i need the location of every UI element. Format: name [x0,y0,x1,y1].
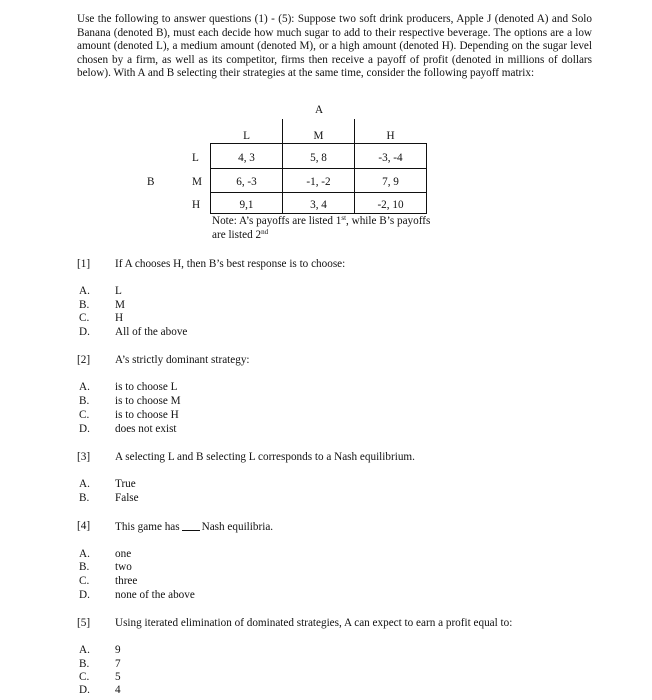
option-text: M [115,299,125,311]
option-letter: A. [79,285,90,297]
option-letter: D. [79,423,90,435]
option-letter: C. [79,671,90,683]
row-header-h: H [192,199,201,211]
row-player-label: B [147,176,155,188]
answer-blank [182,520,200,531]
col-header-m: M [313,130,324,142]
header-divider-2 [354,119,355,143]
payoff-cell-m-h: 7, 9 [382,176,399,188]
question-text: Using iterated elimination of dominated strategies, A can expect to earn a profit equal to: [115,617,513,629]
question-number: [5] [77,617,91,629]
col-header-h: H [386,130,395,142]
row-header-l: L [192,152,199,164]
option-text: none of the above [115,589,195,601]
option-letter: A. [79,548,90,560]
option-text: 4 [115,684,121,696]
header-divider-1 [282,119,283,143]
payoff-cell-l-h: -3, -4 [378,152,403,164]
row-header-m: M [192,176,202,188]
matrix-note-line-1: Note: A’s payoffs are listed 1st, while B’s payoffs [212,214,431,227]
col-header-l: L [243,130,250,142]
payoff-cell-l-l: 4, 3 [238,152,255,164]
option-letter: B. [79,658,90,670]
option-letter: D. [79,326,90,338]
intro-paragraph: Use the following to answer questions (1) - (5): Suppose two soft drink producers, Apple J (denoted A) and Solo Banana (denoted B), must each decide how much sugar to add to their respective beverage. The options are a low amount (denoted L), a medium amount (denoted M), or a high amount (denoted H). Depending on the sugar level chosen by a firm, as well as its competitor, firms then receive a payoff of profit (denoted in millions of dollars below). With A and B selecting their strategies at the same time, consider the following payoff matrix: [77,13,592,80]
payoff-cell-h-m: 3, 4 [310,199,327,211]
question-number: [3] [77,451,91,463]
payoff-cell-m-l: 6, -3 [236,176,257,188]
option-letter: A. [79,644,90,656]
payoff-cell-h-l: 9,1 [239,199,254,211]
option-text: True [115,478,136,490]
grid-line [210,213,426,214]
option-letter: B. [79,395,90,407]
grid-line [210,143,426,144]
option-letter: A. [79,381,90,393]
option-letter: A. [79,478,90,490]
option-text: 7 [115,658,121,670]
option-letter: B. [79,492,90,504]
option-letter: B. [79,299,90,311]
option-letter: D. [79,589,90,601]
question-number: [4] [77,520,91,532]
option-text: two [115,561,132,573]
option-text: L [115,285,122,297]
option-letter: C. [79,575,90,587]
option-text: three [115,575,138,587]
option-text: H [115,312,124,324]
option-text: False [115,492,139,504]
option-letter: D. [79,684,90,696]
matrix-note-line-2: are listed 2nd [212,228,269,241]
grid-line [210,192,426,193]
question-number: [1] [77,258,91,270]
question-text: A selecting L and B selecting L corresponds to a Nash equilibrium. [115,451,415,463]
grid-line [426,143,427,214]
column-player-label: A [314,104,324,116]
option-text: one [115,548,132,560]
option-text: is to choose L [115,381,178,393]
question-text: If A chooses H, then B’s best response is to choose: [115,258,346,270]
question-text: A’s strictly dominant strategy: [115,354,250,366]
option-letter: B. [79,561,90,573]
grid-line [210,168,426,169]
payoff-cell-h-h: -2, 10 [377,199,404,211]
option-text: All of the above [115,326,188,338]
question-number: [2] [77,354,91,366]
question-text: This game has Nash equilibria. [115,521,274,533]
option-text: 5 [115,671,121,683]
payoff-cell-l-m: 5, 8 [310,152,327,164]
payoff-cell-m-m: -1, -2 [306,176,331,188]
option-text: 9 [115,644,121,656]
option-text: does not exist [115,423,177,435]
option-letter: C. [79,409,90,421]
option-text: is to choose M [115,395,181,407]
option-letter: C. [79,312,90,324]
option-text: is to choose H [115,409,179,421]
